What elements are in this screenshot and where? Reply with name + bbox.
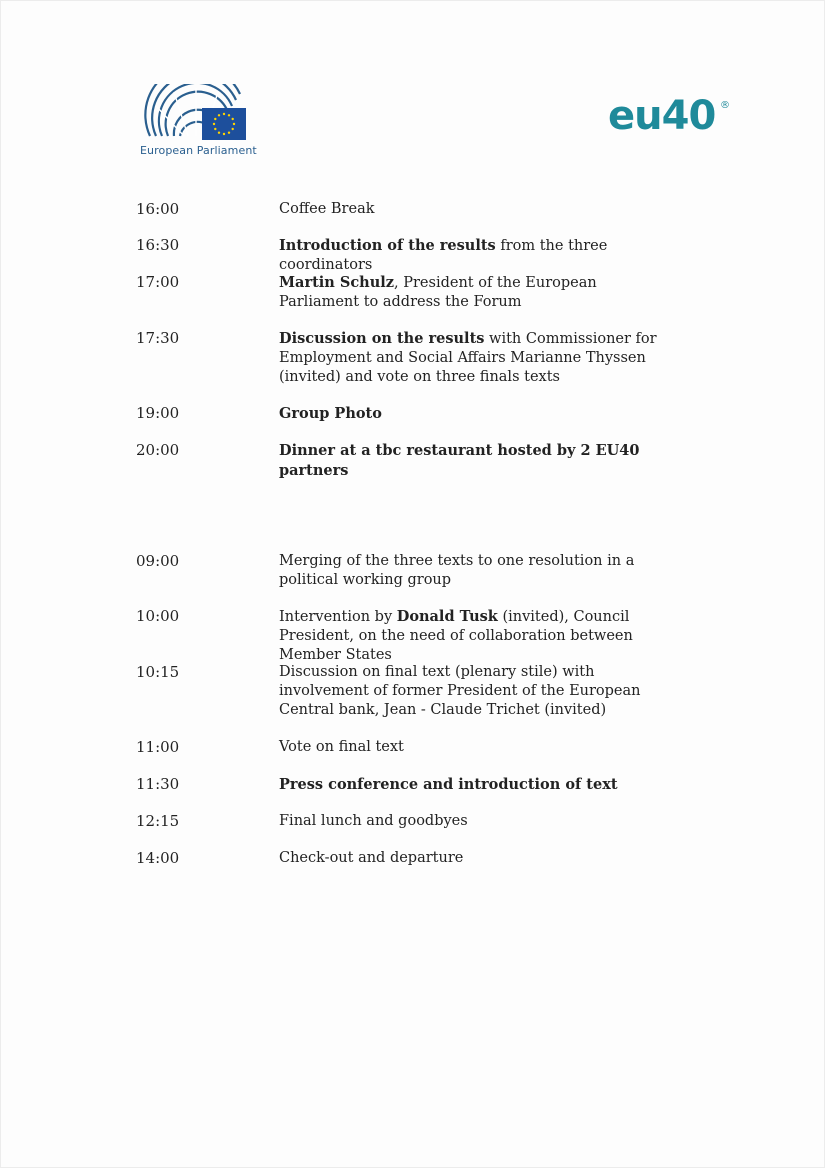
schedule-time: 14:00 — [136, 849, 180, 867]
description-text: Vote on final text — [279, 739, 404, 755]
description-text: Check-out and departure — [279, 850, 464, 866]
schedule-time: 09:00 — [136, 552, 180, 570]
schedule-time: 12:15 — [136, 812, 180, 830]
schedule-time: 11:00 — [136, 738, 180, 756]
schedule-time: 20:00 — [136, 441, 180, 459]
description-text: Coffee Break — [279, 201, 375, 217]
parliament-hemicycle-icon — [144, 84, 248, 142]
schedule-description — [279, 329, 679, 387]
description-text: from the three coordinators — [279, 238, 608, 273]
schedule-description — [279, 236, 679, 275]
description-bold: Dinner at a tbc restaurant hosted by 2 EU40 partners — [279, 442, 640, 479]
description-text: Discussion on final text (plenary stile) with involvement of former President of the European Central bank, Jean - Claude Trichet (invited) — [279, 664, 641, 718]
description-text: with Commissioner for Employment and Social Affairs Marianne Thyssen (invited) and vote on three finals texts — [279, 331, 657, 385]
schedule-description — [279, 849, 679, 868]
schedule-description — [279, 200, 679, 219]
european-parliament-logo — [140, 84, 260, 164]
schedule-time: 17:00 — [136, 273, 180, 291]
description-bold: Martin Schulz — [279, 274, 395, 291]
schedule-description — [279, 441, 699, 481]
schedule-time: 16:00 — [136, 200, 180, 218]
registered-mark: ® — [720, 100, 730, 111]
schedule-description — [279, 607, 679, 665]
description-text: Final lunch and goodbyes — [279, 813, 468, 829]
schedule-time: 10:15 — [136, 663, 180, 681]
schedule-description — [279, 775, 679, 795]
schedule-time: 17:30 — [136, 329, 180, 347]
eu40-logo: eu40 — [608, 93, 716, 139]
description-text: (invited), Council President, on the need of collaboration between Member States — [279, 609, 633, 663]
description-bold: Group Photo — [279, 405, 382, 422]
schedule-description — [279, 273, 679, 312]
description-text: , President of the European Parliament to address the Forum — [279, 275, 597, 310]
description-bold: Introduction of the results — [279, 237, 496, 254]
schedule-time: 11:30 — [136, 775, 180, 793]
schedule-description — [279, 404, 679, 424]
schedule-description — [279, 812, 679, 831]
schedule-description — [279, 738, 679, 757]
schedule-time: 19:00 — [136, 404, 180, 422]
description-bold: Donald Tusk — [396, 608, 498, 625]
schedule-time: 10:00 — [136, 607, 180, 625]
european-parliament-caption: European Parliament — [140, 144, 257, 157]
description-bold: Discussion on the results — [279, 330, 485, 347]
description-prefix: Intervention by — [279, 609, 397, 625]
schedule-description — [279, 663, 679, 720]
schedule-description — [279, 552, 679, 590]
description-text: Merging of the three texts to one resolution in a political working group — [279, 553, 635, 588]
schedule-time: 16:30 — [136, 236, 180, 254]
description-bold: Press conference and introduction of text — [279, 776, 618, 793]
